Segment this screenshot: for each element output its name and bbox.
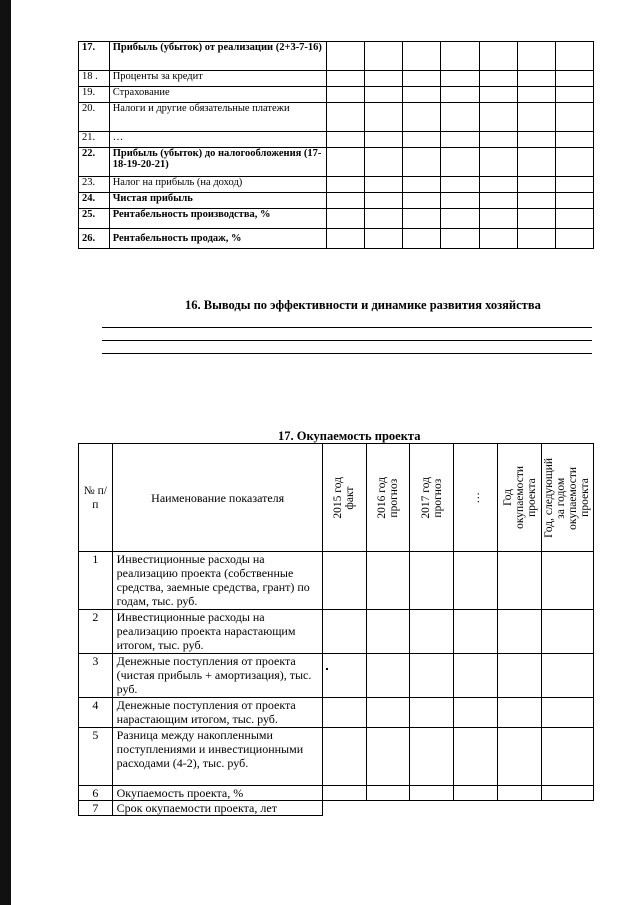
value-cell[interactable] (454, 654, 498, 698)
value-cell[interactable] (517, 229, 555, 249)
table-row (79, 786, 594, 801)
value-cell[interactable] (517, 87, 555, 103)
row-number: 18 . (79, 71, 110, 87)
value-cell[interactable] (441, 87, 479, 103)
value-cell[interactable] (555, 229, 593, 249)
value-cell[interactable] (326, 148, 364, 177)
value-cell[interactable] (326, 71, 364, 87)
row-number: 19. (79, 87, 110, 103)
header-2017: 2017 год прогноз (410, 444, 454, 552)
value-cell[interactable] (454, 610, 498, 654)
value-cell[interactable] (322, 698, 366, 728)
table-row (79, 103, 594, 132)
row-label: Рентабельность производства, % (109, 209, 326, 229)
value-cell[interactable] (441, 132, 479, 148)
value-cell[interactable] (498, 610, 542, 654)
value-cell[interactable] (366, 552, 410, 610)
value-cell[interactable] (441, 103, 479, 132)
value-cell[interactable] (326, 209, 364, 229)
row-number: 24. (79, 193, 110, 209)
value-cell[interactable] (555, 148, 593, 177)
value-cell[interactable] (541, 698, 593, 728)
row-label: Налог на прибыль (на доход) (109, 177, 326, 193)
scan-edge-bar (0, 0, 11, 905)
header-payback-year: Год окупаемости проекта (498, 444, 542, 552)
table-row (79, 552, 594, 610)
value-cell[interactable] (441, 209, 479, 229)
value-cell[interactable] (479, 229, 517, 249)
row-number: 7 (79, 801, 113, 816)
value-cell[interactable] (403, 148, 441, 177)
value-cell[interactable] (403, 87, 441, 103)
stray-dot (326, 668, 328, 670)
value-cell[interactable] (517, 193, 555, 209)
row-number: 26. (79, 229, 110, 249)
value-cell[interactable] (498, 728, 542, 786)
value-cell[interactable] (365, 71, 403, 87)
header-2015: 2015 год факт (322, 444, 366, 552)
table-row (79, 229, 594, 249)
table-row (79, 42, 594, 71)
value-cell[interactable] (322, 552, 366, 610)
value-cell[interactable] (365, 209, 403, 229)
value-cell[interactable] (326, 132, 364, 148)
value-cell[interactable] (441, 71, 479, 87)
value-cell[interactable] (322, 801, 593, 816)
value-cell[interactable] (410, 552, 454, 610)
value-cell[interactable] (555, 177, 593, 193)
table-row (79, 654, 594, 698)
value-cell[interactable] (322, 728, 366, 786)
value-cell[interactable] (479, 103, 517, 132)
value-cell[interactable] (441, 193, 479, 209)
value-cell[interactable] (555, 42, 593, 71)
section-title-payback: 17. Окупаемость проекта (278, 429, 421, 443)
value-cell[interactable] (454, 552, 498, 610)
value-cell[interactable] (326, 87, 364, 103)
row-number: 17. (79, 42, 110, 71)
value-cell[interactable] (365, 193, 403, 209)
value-cell[interactable] (366, 786, 410, 801)
value-cell[interactable] (365, 148, 403, 177)
value-cell[interactable] (326, 177, 364, 193)
header-next-year: Год, следующий за годом окупаемости проекта (541, 444, 593, 552)
row-number: 5 (79, 728, 113, 786)
value-cell[interactable] (365, 177, 403, 193)
header-num: № п/п (79, 444, 113, 552)
value-cell[interactable] (479, 209, 517, 229)
table-row (79, 132, 594, 148)
table-row (79, 801, 594, 816)
row-label: Разница между накопленными поступлениями и инвестиционными расходами (4-2), тыс. руб. (112, 728, 322, 786)
row-number: 25. (79, 209, 110, 229)
value-cell[interactable] (410, 728, 454, 786)
value-cell[interactable] (454, 728, 498, 786)
value-cell[interactable] (326, 103, 364, 132)
value-cell[interactable] (498, 552, 542, 610)
value-cell[interactable] (541, 786, 593, 801)
value-cell[interactable] (366, 654, 410, 698)
value-cell[interactable] (410, 654, 454, 698)
value-cell[interactable] (479, 42, 517, 71)
value-cell[interactable] (366, 610, 410, 654)
row-number: 2 (79, 610, 113, 654)
value-cell[interactable] (410, 698, 454, 728)
table-row (79, 728, 594, 786)
value-cell[interactable] (479, 177, 517, 193)
value-cell[interactable] (517, 42, 555, 71)
row-label: Рентабельность продаж, % (109, 229, 326, 249)
value-cell[interactable] (322, 610, 366, 654)
value-cell[interactable] (403, 193, 441, 209)
value-cell[interactable] (410, 610, 454, 654)
value-cell[interactable] (322, 786, 366, 801)
row-number: 20. (79, 103, 110, 132)
row-label: Инвестиционные расходы на реализацию проекта нарастающим итогом, тыс. руб. (112, 610, 322, 654)
row-label: Срок окупаемости проекта, лет (112, 801, 322, 816)
value-cell[interactable] (366, 728, 410, 786)
value-cell[interactable] (479, 148, 517, 177)
value-cell[interactable] (326, 229, 364, 249)
row-label: Денежные поступления от проекта нарастающим итогом, тыс. руб. (112, 698, 322, 728)
row-label: Проценты за кредит (109, 71, 326, 87)
table-row (79, 71, 594, 87)
value-cell[interactable] (479, 71, 517, 87)
row-label: Чистая прибыль (109, 193, 326, 209)
row-label: Налоги и другие обязательные платежи (109, 103, 326, 132)
table-row (79, 177, 594, 193)
value-cell[interactable] (517, 132, 555, 148)
value-cell[interactable] (441, 177, 479, 193)
value-cell[interactable] (555, 103, 593, 132)
value-cell[interactable] (517, 148, 555, 177)
answer-line[interactable] (102, 353, 592, 354)
value-cell[interactable] (441, 148, 479, 177)
table-row (79, 148, 594, 177)
value-cell[interactable] (366, 698, 410, 728)
value-cell[interactable] (517, 177, 555, 193)
value-cell[interactable] (322, 654, 366, 698)
answer-line[interactable] (102, 340, 592, 341)
value-cell[interactable] (555, 132, 593, 148)
value-cell[interactable] (410, 786, 454, 801)
value-cell[interactable] (479, 193, 517, 209)
value-cell[interactable] (498, 698, 542, 728)
value-cell[interactable] (517, 209, 555, 229)
table-row (79, 87, 594, 103)
value-cell[interactable] (479, 87, 517, 103)
row-number: 4 (79, 698, 113, 728)
table-row (79, 193, 594, 209)
value-cell[interactable] (479, 132, 517, 148)
value-cell[interactable] (326, 193, 364, 209)
header-row (79, 444, 594, 552)
table-row (79, 698, 594, 728)
value-cell[interactable] (555, 193, 593, 209)
row-label: … (109, 132, 326, 148)
value-cell[interactable] (365, 103, 403, 132)
row-number: 3 (79, 654, 113, 698)
value-cell[interactable] (541, 610, 593, 654)
value-cell[interactable] (326, 42, 364, 71)
table-row (79, 610, 594, 654)
value-cell[interactable] (541, 654, 593, 698)
value-cell[interactable] (365, 42, 403, 71)
section-title-conclusions: 16. Выводы по эффективности и динамике развития хозяйства (185, 298, 541, 312)
header-dots: … (454, 444, 498, 552)
row-number: 6 (79, 786, 113, 801)
value-cell[interactable] (517, 71, 555, 87)
table-row (79, 209, 594, 229)
value-cell[interactable] (498, 786, 542, 801)
income-table (78, 41, 594, 249)
answer-line[interactable] (102, 327, 592, 328)
value-cell[interactable] (454, 698, 498, 728)
value-cell[interactable] (403, 103, 441, 132)
value-cell[interactable] (403, 177, 441, 193)
value-cell[interactable] (541, 728, 593, 786)
value-cell[interactable] (403, 209, 441, 229)
value-cell[interactable] (403, 229, 441, 249)
row-label: Прибыль (убыток) до налогообложения (17-18-19-20-21) (109, 148, 326, 177)
value-cell[interactable] (555, 71, 593, 87)
header-name: Наименование показателя (112, 444, 322, 552)
value-cell[interactable] (555, 209, 593, 229)
row-number: 1 (79, 552, 113, 610)
value-cell[interactable] (541, 552, 593, 610)
value-cell[interactable] (454, 786, 498, 801)
value-cell[interactable] (441, 229, 479, 249)
value-cell[interactable] (365, 229, 403, 249)
row-label: Инвестиционные расходы на реализацию проекта (собственные средства, заемные средства, грант) по годам, тыс. руб. (112, 552, 322, 610)
value-cell[interactable] (441, 42, 479, 71)
row-number: 22. (79, 148, 110, 177)
value-cell[interactable] (403, 132, 441, 148)
row-number: 21. (79, 132, 110, 148)
value-cell[interactable] (403, 71, 441, 87)
value-cell[interactable] (517, 103, 555, 132)
row-label: Денежные поступления от проекта (чистая прибыль + амортизация), тыс. руб. (112, 654, 322, 698)
row-label: Страхование (109, 87, 326, 103)
value-cell[interactable] (498, 654, 542, 698)
row-number: 23. (79, 177, 110, 193)
value-cell[interactable] (365, 87, 403, 103)
value-cell[interactable] (365, 132, 403, 148)
row-label: Окупаемость проекта, % (112, 786, 322, 801)
row-label: Прибыль (убыток) от реализации (2+3-7-16) (109, 42, 326, 71)
payback-table (78, 443, 594, 816)
value-cell[interactable] (555, 87, 593, 103)
value-cell[interactable] (403, 42, 441, 71)
header-2016: 2016 год прогноз (366, 444, 410, 552)
